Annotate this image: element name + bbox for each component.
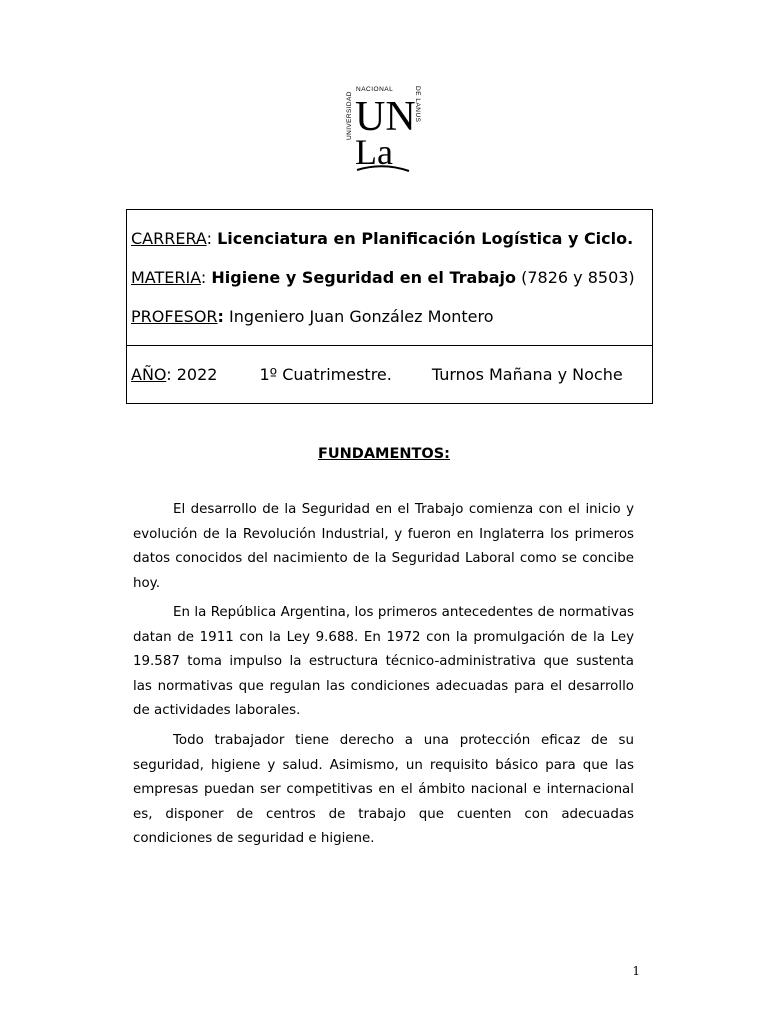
course-info-table bbox=[126, 209, 653, 404]
anio-value: 2022 bbox=[176, 365, 218, 384]
profesor-label: PROFESOR bbox=[131, 307, 218, 326]
cuatrimestre-value: 1º Cuatrimestre. bbox=[259, 365, 392, 384]
profesor-value: Ingeniero Juan González Montero bbox=[229, 307, 494, 326]
unla-logo-icon bbox=[343, 78, 425, 176]
svg-text:NACIONAL: NACIONAL bbox=[356, 86, 394, 93]
svg-text:UN: UN bbox=[355, 94, 416, 140]
section-heading: FUNDAMENTOS: bbox=[317, 446, 450, 462]
paragraph-3: Todo trabajador tiene derecho a una protección eficaz de su seguridad, higiene y salud. Asimismo, un requisito básico para que las empresas puedan ser competitivas en el ámbito nacional e internacional es, disponer de centros de trabajo que cuenten con adecuadas condiciones de seguridad e higiene. bbox=[133, 733, 634, 846]
materia-label: MATERIA bbox=[131, 268, 201, 287]
carrera-label: CARRERA bbox=[131, 229, 207, 248]
anio-label: AÑO bbox=[131, 365, 167, 384]
anio-row: AÑO: 2022 1º Cuatrimestre. Turnos Mañana y Noche bbox=[131, 365, 623, 384]
paragraph-2: En la República Argentina, los primeros antecedentes de normativas datan de 1911 con la Ley 9.688. En 1972 con la promulgación de la Ley 19.587 toma impulso la estructura técnico-administrativa que sustenta las normativas que regulan las condiciones adecuadas para el desarrollo de actividades laborales. bbox=[133, 605, 634, 718]
svg-text:DE LANUS: DE LANUS bbox=[414, 86, 421, 123]
svg-text:La: La bbox=[355, 132, 393, 172]
carrera-row: CARRERA: Licenciatura en Planificación Logística y Ciclo. bbox=[131, 229, 634, 248]
svg-text:UNIVERSIDAD: UNIVERSIDAD bbox=[346, 91, 353, 140]
profesor-row: PROFESOR: Ingeniero Juan González Montero bbox=[131, 307, 494, 326]
paragraph-1: El desarrollo de la Seguridad en el Trabajo comienza con el inicio y evolución de la Revolución Industrial, y fueron en Inglaterra los primeros datos conocidos del nacimiento de la Seguridad Laboral como se concibe hoy. bbox=[133, 502, 634, 591]
course-info-top-cell bbox=[127, 210, 652, 346]
carrera-value: Licenciatura en Planificación Logística y Ciclo. bbox=[217, 229, 634, 248]
materia-value: Higiene y Seguridad en el Trabajo bbox=[211, 268, 517, 287]
university-logo bbox=[343, 78, 425, 176]
materia-codes: (7826 y 8503) bbox=[521, 268, 635, 287]
page-number: 1 bbox=[632, 964, 640, 978]
materia-row: MATERIA: Higiene y Seguridad en el Trabajo (7826 y 8503) bbox=[131, 268, 635, 287]
turnos-value: Turnos Mañana y Noche bbox=[431, 365, 623, 384]
